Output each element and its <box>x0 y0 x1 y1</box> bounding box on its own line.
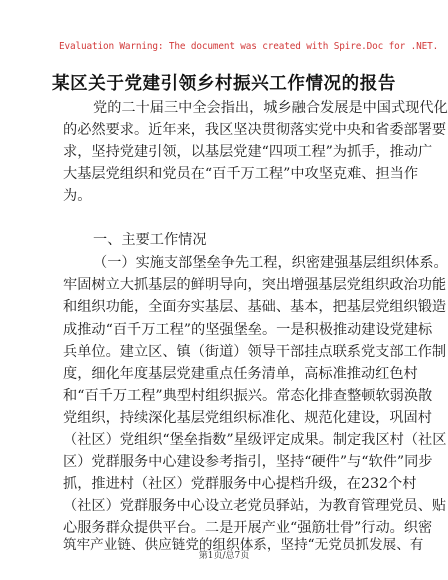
paragraph-line: （社区）党组织“堡垒指数”星级评定成果。制定我区村（社区 <box>63 432 447 448</box>
paragraph-line: 心服务群众提供平台。二是开展产业“强筋壮骨”行动。织密 <box>63 520 433 536</box>
paragraph-line: 和组织功能，全面夯实基层、基础、基本，把基层党组织锻造 <box>63 299 447 315</box>
paragraph-line: 成推动“百千万工程”的坚强堡垒。一是积极推动建设党建标 <box>63 322 433 338</box>
paragraph-line: 求，坚持党建引领，以基层党建“四项工程”为抓手，推动广 <box>63 144 433 160</box>
section-heading: 一、主要工作情况 <box>93 232 207 248</box>
subsection-heading: （一）实施支部堡垒争先工程，织密建强基层组织体系。 <box>93 255 448 271</box>
paragraph-line: 党的二十届三中全会指出，城乡融合发展是中国式现代化 <box>93 100 448 116</box>
paragraph-line: 为。 <box>63 188 92 204</box>
paragraph-line: 筑牢产业链、供应链党的组织体系，坚持“无党员抓发展、有 <box>63 537 424 553</box>
paragraph-line: 度，细化年度基层党建重点任务清单，高标准推动红色村 <box>63 366 418 382</box>
document-title: 某区关于党建引领乡村振兴工作情况的报告 <box>52 74 396 94</box>
paragraph-line: 大基层党组织和党员在“百千万工程”中攻坚克难、担当作 <box>63 166 419 182</box>
paragraph-line: 党组织，持续深化基层党组织标准化、规范化建设，巩固村 <box>63 410 432 426</box>
paragraph-line: 的必然要求。近年来，我区坚决贯彻落实党中央和省委部署要 <box>63 122 447 138</box>
paragraph-line: 抓，推进村（社区）党群服务中心提档升级，在232个村 <box>63 476 417 492</box>
evaluation-watermark: Evaluation Warning: The document was created with Spire.Doc for .NET. <box>59 41 439 52</box>
paragraph-line: 兵单位。建立区、镇（街道）领导干部挂点联系党支部工作制 <box>63 344 447 360</box>
paragraph-line: 牢固树立大抓基层的鲜明导向，突出增强基层党组织政治功能 <box>63 277 447 293</box>
paragraph-line: （社区）党群服务中心设立老党员驿站，为教育管理党员、贴 <box>63 498 447 514</box>
page-number: 第1页/总7页 <box>198 551 250 561</box>
paragraph-line: 和“百千万工程”典型村组织振兴。常态化排查整顿软弱涣散 <box>63 388 433 404</box>
paragraph-line: 区）党群服务中心建设参考指引，坚持“硬件”与“软件”同步 <box>63 454 433 470</box>
